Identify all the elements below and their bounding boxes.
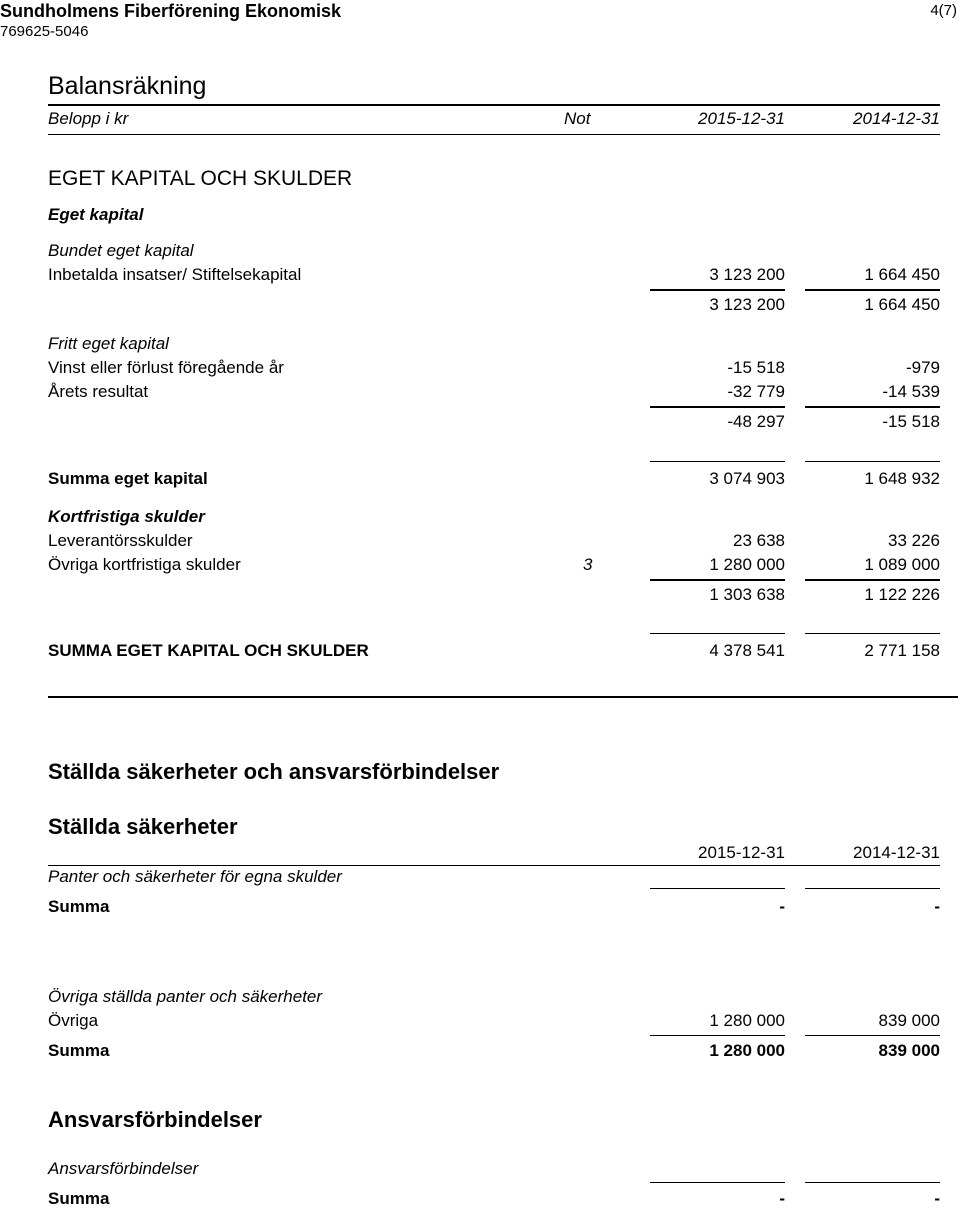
subtotal-rule xyxy=(650,1182,785,1183)
free-equity-heading: Fritt eget kapital xyxy=(48,334,169,353)
pledges-title: Ställda säkerheter och ansvarsförbindelser xyxy=(48,759,500,784)
subtotal-rule xyxy=(805,1182,940,1183)
contingent-sum-label: Summa xyxy=(48,1189,110,1208)
row-value-2014: -979 xyxy=(905,358,940,377)
subtotal-rule xyxy=(805,579,940,581)
own-debts-sum-2015: - xyxy=(779,897,785,916)
short-term-liabilities-heading: Kortfristiga skulder xyxy=(48,507,205,526)
subtotal-rule xyxy=(805,406,940,408)
row-value-2014: -14 539 xyxy=(882,382,940,401)
other-pledges-heading: Övriga ställda panter och säkerheter xyxy=(48,987,323,1006)
row-value-2014: 1 089 000 xyxy=(864,555,940,574)
header-rule xyxy=(48,865,940,866)
column-header-2014: 2014-12-31 xyxy=(853,109,940,128)
subtotal-value-2015: -48 297 xyxy=(727,412,785,431)
equity-total-2015: 3 074 903 xyxy=(709,469,785,488)
row-note: 3 xyxy=(583,555,593,574)
balance-sheet-title: Balansräkning xyxy=(48,72,207,100)
other-pledges-sum-label: Summa xyxy=(48,1041,110,1060)
total-rule xyxy=(650,461,785,462)
equity-total-label: Summa eget kapital xyxy=(48,469,208,488)
organization-name: Sundholmens Fiberförening Ekonomisk xyxy=(0,1,342,21)
row-value-2015: 23 638 xyxy=(733,531,785,550)
total-rule xyxy=(805,633,940,634)
restricted-equity-heading: Bundet eget kapital xyxy=(48,241,194,260)
row-label: Inbetalda insatser/ Stiftelsekapital xyxy=(48,265,302,284)
column-header-2015: 2015-12-31 xyxy=(698,843,785,862)
row-label: Leverantörsskulder xyxy=(48,531,193,550)
total-rule xyxy=(650,633,785,634)
subtotal-rule xyxy=(650,289,785,291)
other-pledges-sum-2014: 839 000 xyxy=(878,1041,940,1060)
other-pledges-2014: 839 000 xyxy=(878,1011,940,1030)
grand-total-label: SUMMA EGET KAPITAL OCH SKULDER xyxy=(48,641,369,660)
organization-number: 769625-5046 xyxy=(0,23,89,40)
row-label: Vinst eller förlust föregående år xyxy=(48,358,284,377)
own-debts-sum-2014: - xyxy=(934,897,940,916)
row-label: Övriga kortfristiga skulder xyxy=(48,555,241,574)
grand-total-2014: 2 771 158 xyxy=(864,641,940,660)
row-value-2014: 1 664 450 xyxy=(864,265,940,284)
subtotal-value-2014: 1 664 450 xyxy=(864,295,940,314)
contingent-row-label: Ansvarsförbindelser xyxy=(48,1159,199,1178)
subtotal-value-2014: 1 122 226 xyxy=(864,585,940,604)
subtotal-rule xyxy=(805,289,940,291)
column-header-note: Not xyxy=(564,109,591,128)
title-rule xyxy=(48,104,940,106)
section-title: EGET KAPITAL OCH SKULDER xyxy=(48,167,353,190)
row-value-2015: -32 779 xyxy=(727,382,785,401)
row-value-2014: 33 226 xyxy=(888,531,940,550)
other-pledges-label: Övriga xyxy=(48,1011,99,1030)
column-header-amount: Belopp i kr xyxy=(48,109,129,128)
other-pledges-sum-2015: 1 280 000 xyxy=(709,1041,785,1060)
contingent-sum-2015: - xyxy=(779,1189,785,1208)
equity-total-2014: 1 648 932 xyxy=(864,469,940,488)
subtotal-rule xyxy=(650,888,785,889)
own-debts-sum-label: Summa xyxy=(48,897,110,916)
own-debts-label: Panter och säkerheter för egna skulder xyxy=(48,867,342,886)
subtotal-rule xyxy=(805,888,940,889)
subtotal-value-2014: -15 518 xyxy=(882,412,940,431)
subtotal-rule xyxy=(650,579,785,581)
header-rule xyxy=(48,134,940,135)
section-divider xyxy=(48,696,958,698)
row-value-2015: -15 518 xyxy=(727,358,785,377)
equity-heading: Eget kapital xyxy=(48,205,144,224)
other-pledges-2015: 1 280 000 xyxy=(709,1011,785,1030)
column-header-2015: 2015-12-31 xyxy=(698,109,785,128)
column-header-2014: 2014-12-31 xyxy=(853,843,940,862)
row-value-2015: 3 123 200 xyxy=(709,265,785,284)
subtotal-rule xyxy=(650,1035,785,1036)
securities-title: Ställda säkerheter xyxy=(48,814,238,839)
subtotal-value-2015: 1 303 638 xyxy=(709,585,785,604)
subtotal-value-2015: 3 123 200 xyxy=(709,295,785,314)
subtotal-rule xyxy=(805,1035,940,1036)
row-value-2015: 1 280 000 xyxy=(709,555,785,574)
page-number: 4(7) xyxy=(930,2,957,19)
grand-total-2015: 4 378 541 xyxy=(709,641,785,660)
total-rule xyxy=(805,461,940,462)
contingent-sum-2014: - xyxy=(934,1189,940,1208)
row-label: Årets resultat xyxy=(48,382,149,401)
subtotal-rule xyxy=(650,406,785,408)
contingent-title: Ansvarsförbindelser xyxy=(48,1107,262,1132)
